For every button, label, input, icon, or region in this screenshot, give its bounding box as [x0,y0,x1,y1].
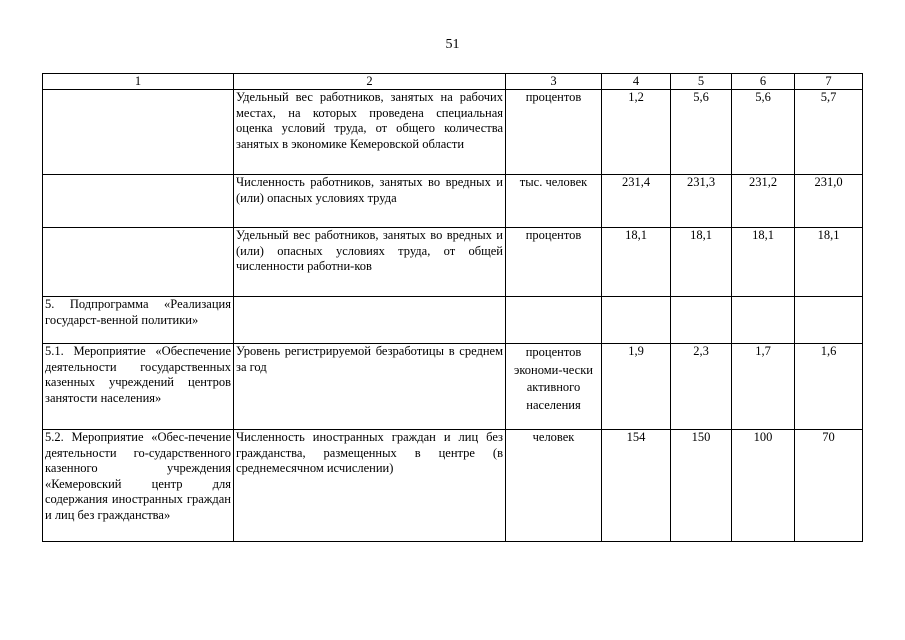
value-cell-year-2: 18,1 [671,228,732,297]
indicator-cell: Удельный вес работников, занятых на рабочих местах, на которых проведена специальная оценка условий труда, от общего количества занятых в экономике Кемеровской области [234,90,506,175]
measure-cell [43,90,234,175]
value-cell-year-1: 1,9 [602,344,671,430]
header-cell-6: 6 [732,74,795,90]
value-cell-year-4: 18,1 [795,228,863,297]
unit-cell: человек [506,430,602,542]
value-cell-year-3: 100 [732,430,795,542]
value-cell-year-2: 231,3 [671,175,732,228]
indicator-cell: Численность иностранных граждан и лиц без гражданства, размещенных в центре (в среднемесячном исчислении) [234,430,506,542]
indicators-table [42,73,863,542]
value-cell-year-4: 70 [795,430,863,542]
measure-cell: 5.1. Мероприятие «Обеспечение деятельности государственных казенных учреждений центров занятости населения» [43,344,234,430]
value-cell-year-2: 2,3 [671,344,732,430]
header-cell-1: 1 [43,74,234,90]
table-row [43,344,863,430]
value-cell-year-3: 231,2 [732,175,795,228]
unit-cell: процентов экономи-чески активного населения [506,344,602,430]
measure-cell [43,175,234,228]
measure-cell: 5.2. Мероприятие «Обес-печение деятельности го-сударственного казенного учреждения «Кемеровский центр для содержания иностранных граждан и лиц без гражданства» [43,430,234,542]
table-row [43,430,863,542]
value-cell-year-3 [732,297,795,344]
value-cell-year-4: 1,6 [795,344,863,430]
table-row [43,297,863,344]
header-cell-3: 3 [506,74,602,90]
value-cell-year-3: 1,7 [732,344,795,430]
unit-cell [506,297,602,344]
value-cell-year-3: 18,1 [732,228,795,297]
value-cell-year-1 [602,297,671,344]
value-cell-year-4 [795,297,863,344]
indicator-cell: Численность работников, занятых во вредных и (или) опасных условиях труда [234,175,506,228]
table-row [43,90,863,175]
table-row [43,228,863,297]
indicator-cell [234,297,506,344]
value-cell-year-2: 5,6 [671,90,732,175]
value-cell-year-1: 18,1 [602,228,671,297]
indicator-cell: Удельный вес работников, занятых во вредных и (или) опасных условиях труда, от общей численности работни-ков [234,228,506,297]
value-cell-year-4: 231,0 [795,175,863,228]
header-cell-4: 4 [602,74,671,90]
unit-cell: процентов [506,90,602,175]
value-cell-year-1: 231,4 [602,175,671,228]
value-cell-year-4: 5,7 [795,90,863,175]
value-cell-year-3: 5,6 [732,90,795,175]
value-cell-year-1: 1,2 [602,90,671,175]
header-cell-5: 5 [671,74,732,90]
subprogram-cell: 5. Подпрограмма «Реализация государст-венной политики» [43,297,234,344]
table-header-row [43,74,863,90]
header-cell-2: 2 [234,74,506,90]
measure-cell [43,228,234,297]
page-number: 51 [445,37,460,52]
value-cell-year-2 [671,297,732,344]
unit-cell: процентов [506,228,602,297]
unit-cell: тыс. человек [506,175,602,228]
header-cell-7: 7 [795,74,863,90]
indicator-cell: Уровень регистрируемой безработицы в среднем за год [234,344,506,430]
value-cell-year-1: 154 [602,430,671,542]
table-row [43,175,863,228]
value-cell-year-2: 150 [671,430,732,542]
